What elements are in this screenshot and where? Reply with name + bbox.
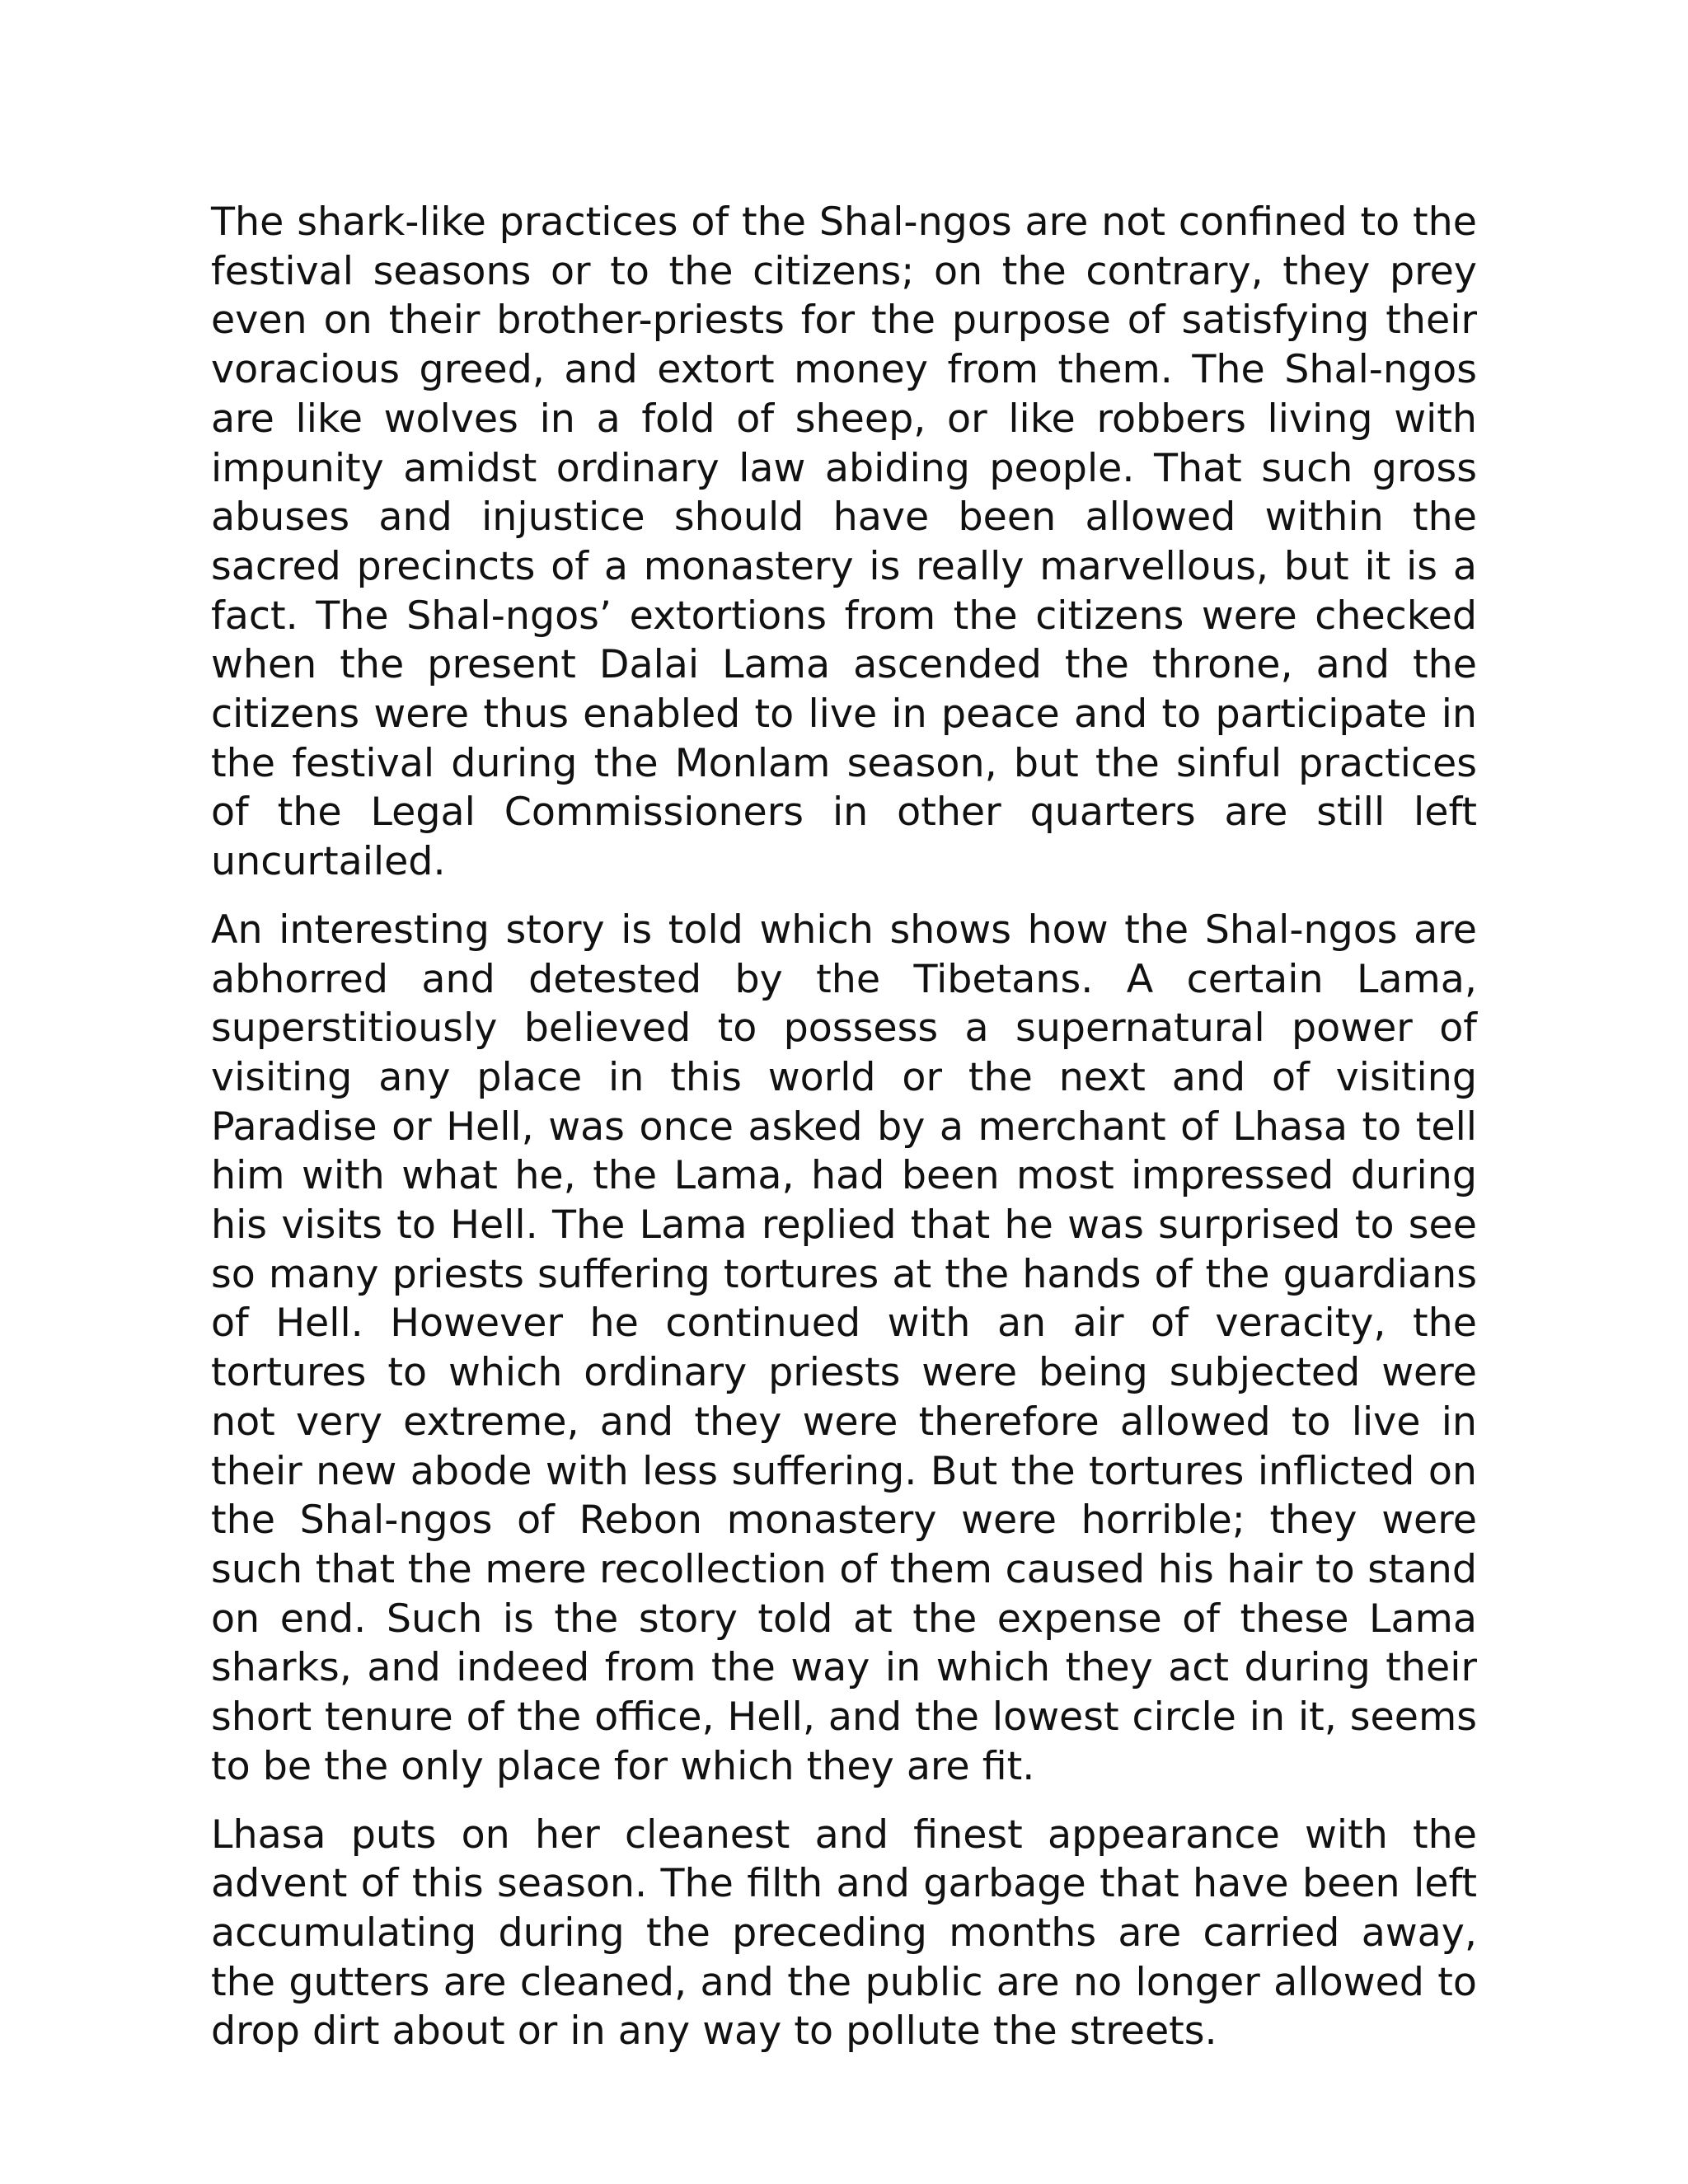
paragraph-lhasa-cleaning: Lhasa puts on her cleanest and finest appearance with the advent of this season. The filth and garbage that have been left accumulating during the preceding months are carried away, the gutters are cleaned, and the public are no longer allowed to drop dirt about or in any way to pollute the streets. (211, 1811, 1477, 2055)
paragraph-lama-story: An interesting story is told which shows how the Shal-ngos are abhorred and detested by the Tibetans. A certain Lama, superstitiously believed to possess a supernatural power of visiting any place in this world or the next and of visiting Paradise or Hell, was once asked by a merchant of Lhasa to tell him with what he, the Lama, had been most impressed during his visits to Hell. The Lama replied that he was surprised to see so many priests suffering tortures at the hands of the guardians of Hell. However he continued with an air of veracity, the tortures to which ordinary priests were being subjected were not very extreme, and they were therefore allowed to live in their new abode with less suffering. But the tortures inflicted on the Shal-ngos of Rebon monastery were horrible; they were such that the mere recollection of them caused his hair to stand on end. Such is the story told at the expense of these Lama sharks, and indeed from the way in which they act during their short tenure of the office, Hell, and the lowest circle in it, seems to be the only place for which they are fit. (211, 907, 1477, 1789)
paragraph-shal-ngos-practices: The shark-like practices of the Shal-ngos are not confined to the festival seasons or to the citizens; on the contrary, they prey even on their brother-priests for the purpose of satisfying their voracious greed, and extort money from them. The Shal-ngos are like wolves in a fold of sheep, or like robbers living with impunity amidst ordinary law abiding people. That such gross abuses and injustice should have been allowed within the sacred precincts of a monastery is really marvellous, but it is a fact. The Shal-ngos’ extortions from the citizens were checked when the present Dalai Lama ascended the throne, and the citizens were thus enabled to live in peace and to participate in the festival during the Monlam season, but the sinful practices of the Legal Commissioners in other quarters are still left uncurtailed. (211, 199, 1477, 885)
document-page (211, 198, 1477, 2075)
